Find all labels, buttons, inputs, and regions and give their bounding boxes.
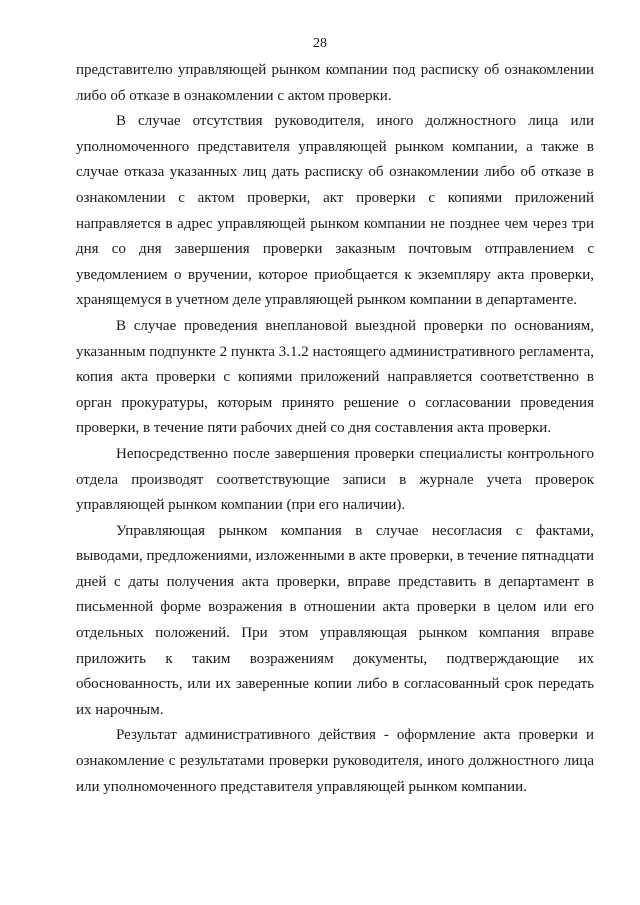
body-text (76, 58, 594, 800)
paragraph-objections: Управляющая рынком компания в случае несогласия с фактами, выводами, предложениями, изложенными в акте проверки, в течение пятнадцати дней с даты получения акта проверки, вправе представить в департамент в письменной форме возражения в отношении акта проверки в целом или его отдельных положений. При этом управляющая рынком компания вправе приложить к таким возражениям документы, подтверждающие их обоснованность, или их заверенные копии либо в согласованный срок передать их нарочным. (76, 522, 594, 718)
paragraph-absence-of-head: В случае отсутствия руководителя, иного должностного лица или уполномоченного представителя управляющей рынком компании, а также в случае отказа указанных лиц дать расписку об ознакомлении либо об отказе в ознакомлении с актом проверки, акт проверки с копиями приложений направляется в адрес управляющей рынком компании не позднее чем через три дня со дня завершения проверки заказным почтовым отправлением с уведомлением о вручении, которое приобщается к экземпляру акта проверки, хранящемуся в учетном деле управляющей рынком компании в департаменте. (76, 113, 594, 309)
paragraph-journal-records: Непосредственно после завершения проверки специалисты контрольного отдела производят соответствующие записи в журнале учета проверок управляющей рынком компании (при его наличии). (76, 445, 594, 514)
paragraph-result: Результат административного действия - оформление акта проверки и ознакомление с результатами проверки руководителя, иного должностного лица или уполномоченного представителя управляющей рынком компании. (76, 727, 594, 795)
paragraph-1-continuation: представителю управляющей рынком компании под расписку об ознакомлении либо об отказе в ознакомлении с актом проверки. (76, 62, 594, 104)
paragraph-unscheduled-inspection: В случае проведения внеплановой выездной проверки по основаниям, указанным подпункте 2 пункта 3.1.2 настоящего административного регламента, копия акта проверки с копиями приложений направляется соответственно в орган прокуратуры, которым принято решение о согласовании проведения проверки, в течение пяти рабочих дней со дня составления акта проверки. (76, 317, 594, 437)
page-number: 28 (313, 36, 327, 51)
